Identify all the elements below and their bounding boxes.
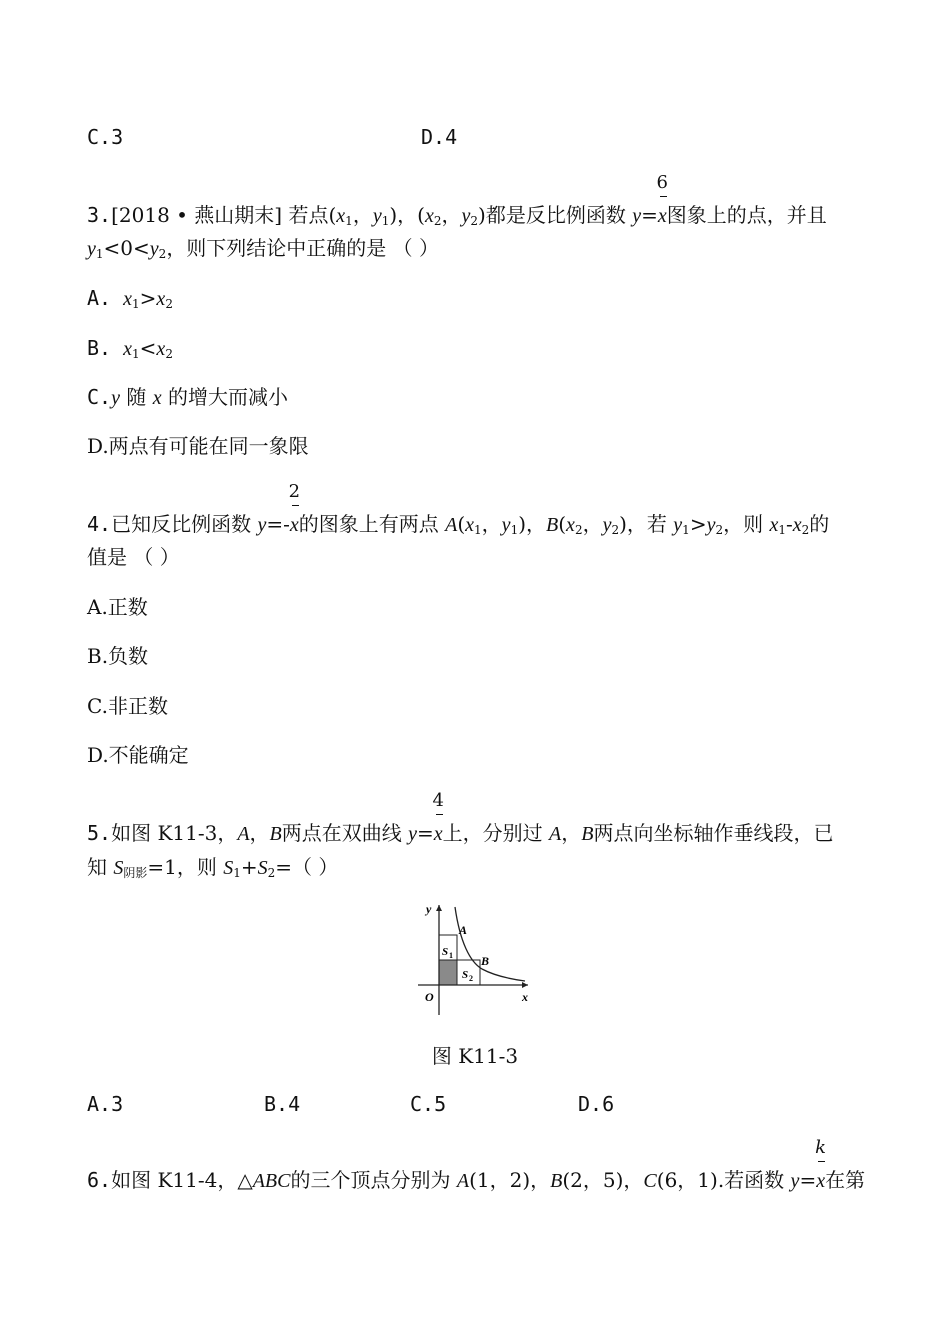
q6-number: 6. <box>87 1168 112 1192</box>
q5-option-c: C.5 <box>410 1092 447 1116</box>
q4-stem-line1: 4.已知反比例函数 y=- $\frac{2}{x}$的图象上有两点 $A(x_1$，$y_1$)，$B(x_2$，$y_2$)，若 $y_1>y_2$，则 $x_1-x_2$的 <box>87 481 830 537</box>
q6-stem-line1: 6.如图 K11-4，△ABC的三个顶点分别为 A(1，2)，B(2，5)，C(6，1).若函数 y= $\frac{k}{x}$在第 <box>87 1137 866 1192</box>
q3-source-tag: [2018 • 燕山期末] <box>111 203 283 227</box>
q3-fraction: $\frac{6}{x}$ <box>656 172 669 227</box>
q2-option-c: C.3 <box>87 125 124 149</box>
fraction-bar <box>292 505 299 506</box>
q4-stem-line2: 值是 （ ） <box>87 545 180 569</box>
fig-label-a: A <box>459 923 468 937</box>
q5-option-a: A.3 <box>87 1092 124 1116</box>
fraction-bar <box>818 1161 825 1162</box>
q3-stem-line2: $y_1<0<y_2$，则下列结论中正确的是 （ ） <box>87 236 440 261</box>
q3-option-a: A. $x_1>x_2$ <box>87 286 173 311</box>
q3-option-c: C.y 随 x 的增大而减小 <box>87 385 288 409</box>
fig-label-s1: S <box>442 946 449 958</box>
q6-fraction: $\frac{k}{x}$ <box>815 1137 827 1192</box>
q3-option-d: D.两点有可能在同一象限 <box>87 434 309 458</box>
shaded-region <box>439 960 457 985</box>
q5-number: 5. <box>87 821 112 845</box>
fig-label-x: x <box>522 990 528 1004</box>
fig-label-s1-sub: 1 <box>449 951 453 960</box>
q5-option-b: B.4 <box>264 1092 301 1116</box>
q5-stem-line1: 5.如图 K11-3，A，B两点在双曲线 y= $\frac{4}{x}$上，分别过 A，B两点向坐标轴作垂线段，已 <box>87 790 834 845</box>
fig-label-s2-sub: 2 <box>469 974 473 983</box>
q4-fraction: $\frac{2}{x}$ <box>288 481 301 536</box>
y-axis-arrow <box>436 905 442 911</box>
fig-label-y: y <box>426 902 432 916</box>
figure-caption: 图 K11-3 <box>431 1044 519 1068</box>
figure-k11-3 <box>410 897 540 1017</box>
q5-option-d: D.6 <box>578 1092 615 1116</box>
q5-fraction: $\frac{4}{x}$ <box>432 790 444 845</box>
q4-option-a: A.正数 <box>87 595 148 619</box>
q3-option-b: B. $x_1<x_2$ <box>87 336 173 361</box>
q4-number: 4. <box>87 512 112 536</box>
q2-option-d: D.4 <box>421 125 458 149</box>
fraction-bar <box>436 814 443 815</box>
q4-option-b: B.负数 <box>87 644 149 668</box>
fig-label-s2: S <box>462 969 469 981</box>
fig-label-b: B <box>481 954 490 968</box>
fig-label-origin: O <box>425 990 434 1004</box>
q5-stem-line2: 知 $S_{阴影}=1$，则 $S_1+S_2=$（ ） <box>87 855 339 880</box>
q3-number: 3. <box>87 203 112 227</box>
q4-option-d: D.不能确定 <box>87 743 189 767</box>
q3-stem-line1: 3.[2018 • 燕山期末] 若点($x_1$，$y_1$)，($x_2$，$y_2$)都是反比例函数 y= $\frac{6}{x}$图象上的点，并且 <box>87 172 827 228</box>
fraction-bar <box>660 196 667 197</box>
x-axis-arrow <box>522 982 528 988</box>
q4-option-c: C.非正数 <box>87 694 168 718</box>
